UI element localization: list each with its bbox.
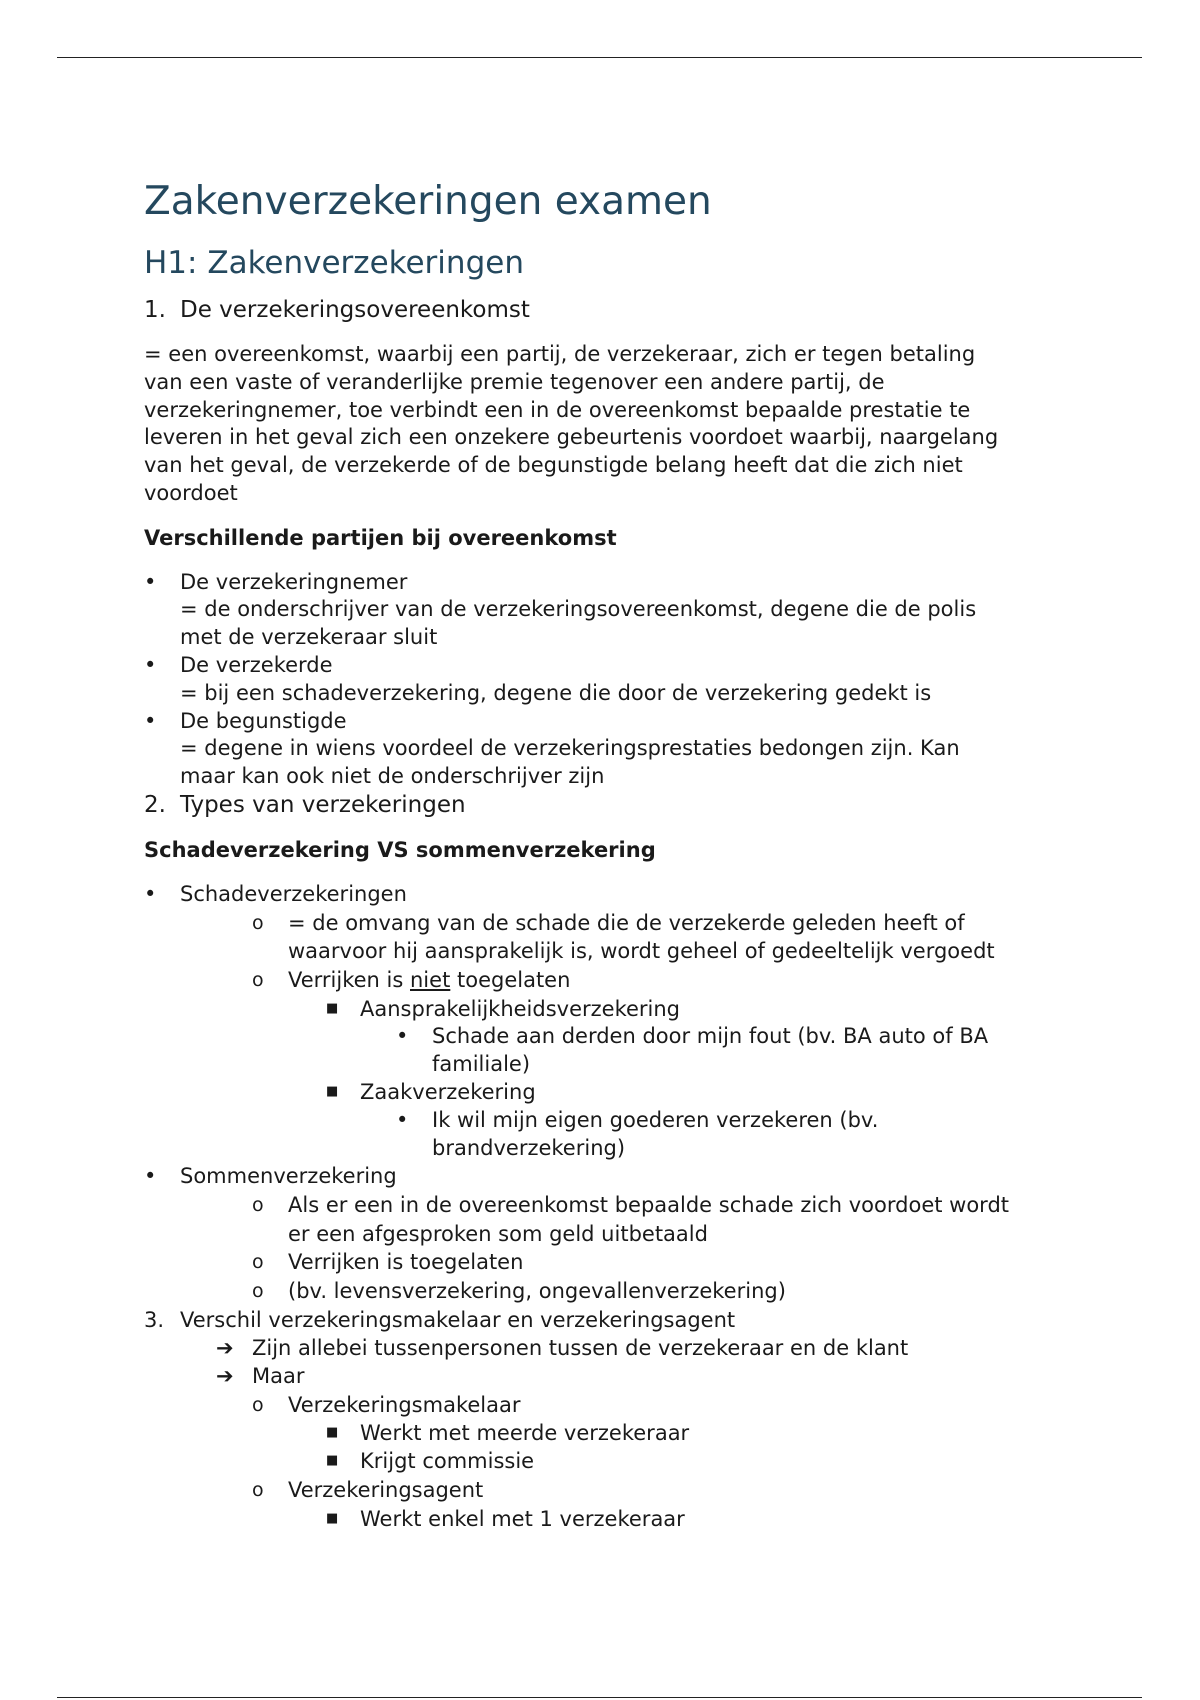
- agent-detail: Werkt enkel met 1 verzekeraar: [360, 1507, 685, 1531]
- zaakverzekering-detail: Ik wil mijn eigen goederen verzekeren (bv.: [432, 1108, 879, 1132]
- square-bullet-icon: ■: [326, 1425, 339, 1440]
- document-title: Zakenverzekeringen examen: [144, 179, 712, 224]
- definition-line: voordoet: [144, 481, 238, 505]
- circle-bullet-icon: o: [252, 969, 264, 991]
- sommen-item: Als er een in de overeenkomst bepaalde schade zich voordoet wordt: [288, 1193, 1010, 1217]
- definition-line: leveren in het geval zich een onzekere gebeurtenis voordoet waarbij, naargelang: [144, 425, 999, 449]
- bullet-icon: •: [144, 709, 157, 733]
- arrow-right-icon: ➔: [216, 1364, 234, 1388]
- types-heading: Schadeverzekering VS sommenverzekering: [144, 838, 656, 862]
- sommen-item: Verrijken is toegelaten: [288, 1250, 524, 1274]
- bullet-icon: •: [144, 570, 157, 594]
- aansprakelijkheid-item: Aansprakelijkheidsverzekering: [360, 997, 681, 1021]
- bullet-icon: •: [144, 882, 157, 906]
- square-bullet-icon: ■: [326, 1001, 339, 1016]
- circle-bullet-icon: o: [252, 1280, 264, 1302]
- party-term: De verzekerde: [180, 653, 333, 677]
- circle-bullet-icon: o: [252, 912, 264, 934]
- aansprakelijkheid-detail: Schade aan derden door mijn fout (bv. BA auto of BA: [432, 1024, 989, 1048]
- header-rule: [57, 57, 1142, 58]
- bullet-icon: •: [144, 1164, 157, 1188]
- schade-definition: = de omvang van de schade die de verzekerde geleden heeft of: [288, 911, 965, 935]
- sommen-item: (bv. levensverzekering, ongevallenverzekering): [288, 1279, 786, 1303]
- bullet-icon: •: [396, 1024, 409, 1048]
- party-term: De begunstigde: [180, 709, 347, 733]
- makelaar-label: Verzekeringsmakelaar: [288, 1393, 521, 1417]
- verschil-arrow-item: Zijn allebei tussenpersonen tussen de verzekeraar en de klant: [252, 1336, 909, 1360]
- sommen-item: er een afgesproken som geld uitbetaald: [288, 1222, 708, 1246]
- party-description: = degene in wiens voordeel de verzekeringsprestaties bedongen zijn. Kan: [180, 736, 960, 760]
- party-description: = de onderschrijver van de verzekeringsovereenkomst, degene die de polis: [180, 597, 977, 621]
- section-heading-2: 2. Types van verzekeringen: [144, 792, 466, 818]
- chapter-heading: H1: Zakenverzekeringen: [144, 245, 524, 281]
- section-heading-3: 3. Verschil verzekeringsmakelaar en verzekeringsagent: [144, 1308, 736, 1332]
- square-bullet-icon: ■: [326, 1453, 339, 1468]
- circle-bullet-icon: o: [252, 1394, 264, 1416]
- agent-label: Verzekeringsagent: [288, 1478, 484, 1502]
- party-description: met de verzekeraar sluit: [180, 625, 438, 649]
- sommen-label: Sommenverzekering: [180, 1164, 397, 1188]
- party-description: = bij een schadeverzekering, degene die door de verzekering gedekt is: [180, 681, 932, 705]
- schade-label: Schadeverzekeringen: [180, 882, 407, 906]
- square-bullet-icon: ■: [326, 1511, 339, 1526]
- definition-line: verzekeringnemer, toe verbindt een in de overeenkomst bepaalde prestatie te: [144, 398, 971, 422]
- party-description: maar kan ook niet de onderschrijver zijn: [180, 764, 605, 788]
- zaakverzekering-item: Zaakverzekering: [360, 1080, 536, 1104]
- section-heading-1: 1. De verzekeringsovereenkomst: [144, 297, 530, 323]
- partijen-heading: Verschillende partijen bij overeenkomst: [144, 526, 617, 550]
- zaakverzekering-detail: brandverzekering): [432, 1136, 626, 1160]
- footer-rule: [57, 1697, 1142, 1698]
- makelaar-detail: Krijgt commissie: [360, 1449, 535, 1473]
- verschil-arrow-item: Maar: [252, 1364, 305, 1388]
- arrow-right-icon: ➔: [216, 1336, 234, 1360]
- definition-line: van het geval, de verzekerde of de begunstigde belang heeft dat die zich niet: [144, 453, 963, 477]
- bullet-icon: •: [144, 653, 157, 677]
- schade-verrijken: Verrijken is niet toegelaten: [288, 968, 571, 992]
- circle-bullet-icon: o: [252, 1251, 264, 1273]
- schade-definition: waarvoor hij aansprakelijk is, wordt geheel of gedeeltelijk vergoedt: [288, 939, 995, 963]
- aansprakelijkheid-detail: familiale): [432, 1052, 531, 1076]
- circle-bullet-icon: o: [252, 1194, 264, 1216]
- party-term: De verzekeringnemer: [180, 570, 408, 594]
- circle-bullet-icon: o: [252, 1479, 264, 1501]
- makelaar-detail: Werkt met meerde verzekeraar: [360, 1421, 690, 1445]
- square-bullet-icon: ■: [326, 1084, 339, 1099]
- definition-line: = een overeenkomst, waarbij een partij, de verzekeraar, zich er tegen betaling: [144, 342, 976, 366]
- bullet-icon: •: [396, 1108, 409, 1132]
- definition-line: van een vaste of veranderlijke premie tegenover een andere partij, de: [144, 370, 885, 394]
